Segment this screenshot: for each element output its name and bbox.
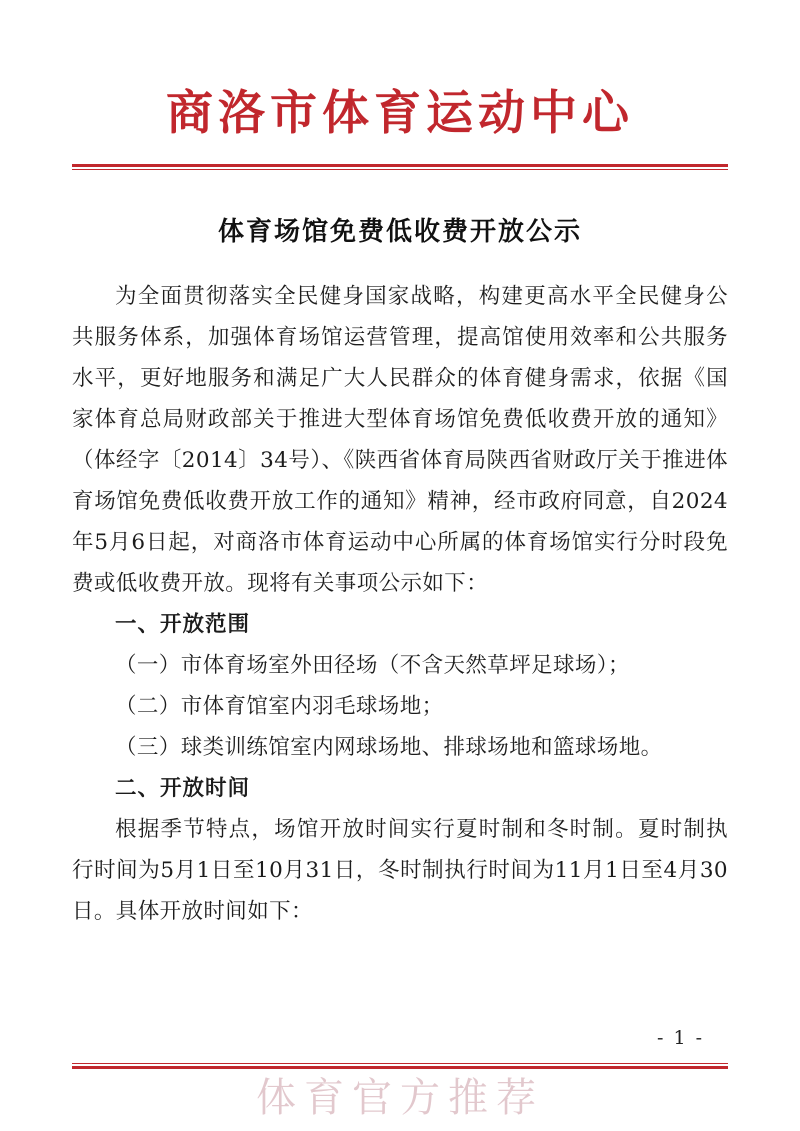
letterhead	[72, 0, 728, 142]
letterhead-divider-thick-line	[72, 164, 728, 167]
footer-divider-thin-line	[72, 1063, 728, 1064]
section-heading-open-scope: 一、开放范围	[115, 612, 251, 638]
watermark: 体育官方推荐	[256, 1075, 544, 1121]
body-paragraph-intro: 为全面贯彻落实全民健身国家战略，构建更高水平全民健身公共服务体系，加强体育场馆运营管理，提高馆使用效率和公共服务水平，更好地服务和满足广大人民群众的体育健身需求，依据《国家体育总局财政部关于推进大型体育场馆免费低收费开放的通知》（体经字〔2014〕34号）、《陕西省体育局陕西省财政厅关于推进体育场馆免费低收费开放工作的通知》精神，经市政府同意，自2024年5月6日起，对商洛市体育运动中心所属的体育场馆实行分时段免费或低收费开放。现将有关事项公示如下：	[72, 284, 728, 597]
letterhead-divider-thin-line	[72, 169, 728, 170]
list-item: （二）市体育馆室内羽毛球场地；	[115, 694, 444, 720]
letterhead-organization-name: 商洛市体育运动中心	[166, 86, 634, 141]
body-paragraph-open-hours: 根据季节特点，场馆开放时间实行夏时制和冬时制。夏时制执行时间为5月1日至10月31日，冬时制执行时间为11月1日至4月30日。具体开放时间如下：	[72, 817, 728, 925]
section-heading-open-hours: 二、开放时间	[115, 776, 251, 802]
letterhead-divider	[72, 164, 728, 171]
page-number: - 1 -	[656, 1027, 704, 1049]
list-item: （一）市体育场室外田径场（不含天然草坪足球场）；	[115, 653, 630, 679]
footer-divider	[72, 1063, 728, 1069]
list-item: （三）球类训练馆室内网球场地、排球场地和篮球场地。	[115, 735, 663, 761]
footer-divider-thick-line	[72, 1066, 728, 1069]
document-body	[72, 276, 728, 932]
page-title: 体育场馆免费低收费开放公示	[217, 217, 582, 248]
